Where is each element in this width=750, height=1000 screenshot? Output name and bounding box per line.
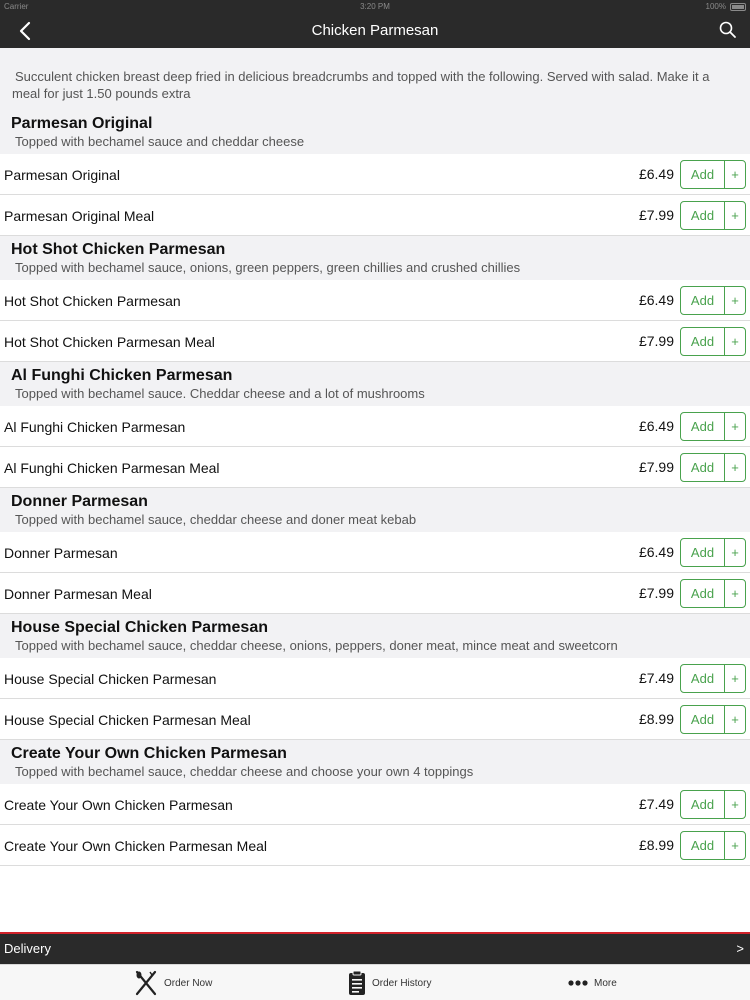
section-header [0, 236, 750, 280]
battery-icon [730, 3, 746, 11]
menu-item-price: £7.49 [638, 670, 674, 686]
menu-item[interactable] [0, 154, 750, 195]
menu-item[interactable] [0, 406, 750, 447]
section-header [0, 362, 750, 406]
chevron-right-icon: > [736, 941, 744, 956]
nav-bar [0, 14, 750, 48]
plus-icon: + [731, 460, 739, 475]
add-to-cart-button[interactable] [680, 160, 746, 189]
add-button-label: Add [681, 454, 725, 481]
menu-item[interactable] [0, 532, 750, 573]
menu-item-price: £6.49 [638, 418, 674, 434]
menu-item-name: Parmesan Original [4, 167, 120, 183]
menu-item[interactable] [0, 699, 750, 740]
add-to-cart-button[interactable] [680, 201, 746, 230]
add-to-cart-button[interactable] [680, 705, 746, 734]
menu-item[interactable] [0, 321, 750, 362]
menu-item[interactable] [0, 280, 750, 321]
add-button-label: Add [681, 539, 725, 566]
add-button-label: Add [681, 161, 725, 188]
menu-item-name: Create Your Own Chicken Parmesan [4, 797, 233, 813]
menu-item-price: £6.49 [638, 166, 674, 182]
menu-item[interactable] [0, 447, 750, 488]
plus-icon: + [731, 293, 739, 308]
more-dots-icon [568, 979, 588, 987]
section-description: Topped with bechamel sauce, cheddar cheese, onions, peppers, doner meat, mince meat and sweetcorn [15, 638, 618, 653]
plus-icon: + [731, 671, 739, 686]
status-time: 3:20 PM [360, 2, 390, 11]
section-title: Parmesan Original [11, 115, 153, 132]
section-title: Create Your Own Chicken Parmesan [11, 745, 287, 762]
tab-order-now[interactable] [134, 965, 212, 1000]
menu-item-price: £6.49 [638, 292, 674, 308]
add-to-cart-button[interactable] [680, 579, 746, 608]
battery-percent: 100% [705, 2, 726, 11]
menu-item[interactable] [0, 573, 750, 614]
add-button-label: Add [681, 665, 725, 692]
delivery-label: Delivery [4, 941, 51, 956]
plus-icon: + [731, 208, 739, 223]
plus-icon: + [731, 712, 739, 727]
add-to-cart-button[interactable] [680, 412, 746, 441]
plus-icon: + [731, 334, 739, 349]
section-description: Topped with bechamel sauce, cheddar cheese and doner meat kebab [15, 512, 417, 527]
plus-icon: + [731, 419, 739, 434]
status-bar [0, 0, 750, 14]
plus-icon: + [731, 797, 739, 812]
intro-text: Succulent chicken breast deep fried in delicious breadcrumbs and topped with the following. Served with salad. Make it a meal for just 1.50 pounds extra [12, 69, 710, 101]
menu-item-price: £7.99 [638, 333, 674, 349]
add-to-cart-button[interactable] [680, 664, 746, 693]
tab-order-history[interactable] [348, 965, 431, 1000]
search-button[interactable] [718, 20, 738, 40]
plus-icon: + [731, 545, 739, 560]
tab-order-now-label: Order Now [164, 977, 213, 989]
section-description: Topped with bechamel sauce and cheddar cheese [15, 134, 305, 149]
add-button-label: Add [681, 287, 725, 314]
add-button-label: Add [681, 202, 725, 229]
add-to-cart-button[interactable] [680, 831, 746, 860]
menu-item-price: £8.99 [638, 711, 674, 727]
add-to-cart-button[interactable] [680, 790, 746, 819]
add-button-label: Add [681, 832, 725, 859]
menu-item-name: Al Funghi Chicken Parmesan Meal [4, 460, 220, 476]
search-icon [718, 20, 738, 40]
add-button-label: Add [681, 791, 725, 818]
section-description: Topped with bechamel sauce, cheddar cheese and choose your own 4 toppings [15, 764, 474, 779]
add-button-label: Add [681, 328, 725, 355]
delivery-bar[interactable] [0, 932, 750, 964]
menu-item-price: £8.99 [638, 837, 674, 853]
menu-item-price: £7.99 [638, 207, 674, 223]
page-title: Chicken Parmesan [311, 22, 439, 39]
menu-item[interactable] [0, 195, 750, 236]
add-to-cart-button[interactable] [680, 327, 746, 356]
add-to-cart-button[interactable] [680, 538, 746, 567]
section-header [0, 740, 750, 784]
menu-item-name: House Special Chicken Parmesan Meal [4, 712, 251, 728]
section-header [0, 110, 750, 154]
section-header [0, 488, 750, 532]
section-header [0, 614, 750, 658]
carrier-label: Carrier [4, 2, 29, 11]
tab-order-history-label: Order History [372, 977, 432, 989]
menu-item-price: £7.99 [638, 585, 674, 601]
add-button-label: Add [681, 413, 725, 440]
menu-item-name: Donner Parmesan Meal [4, 586, 152, 602]
menu-item-name: House Special Chicken Parmesan [4, 671, 217, 687]
menu-item-name: Hot Shot Chicken Parmesan [4, 293, 181, 309]
section-description: Topped with bechamel sauce. Cheddar cheese and a lot of mushrooms [15, 386, 425, 401]
section-title: Al Funghi Chicken Parmesan [11, 367, 233, 384]
add-button-label: Add [681, 580, 725, 607]
category-description [0, 48, 750, 110]
menu-item[interactable] [0, 825, 750, 866]
menu-item-name: Hot Shot Chicken Parmesan Meal [4, 334, 215, 350]
plus-icon: + [731, 167, 739, 182]
menu-item[interactable] [0, 784, 750, 825]
menu-list[interactable] [0, 48, 750, 932]
section-description: Topped with bechamel sauce, onions, green peppers, green chillies and crushed chillies [15, 260, 521, 275]
tab-bar [0, 964, 750, 1000]
section-title: Donner Parmesan [11, 493, 148, 510]
section-title: Hot Shot Chicken Parmesan [11, 241, 226, 258]
clipboard-icon [348, 970, 366, 996]
tab-more-label: More [594, 977, 617, 989]
section-title: House Special Chicken Parmesan [11, 619, 268, 636]
menu-item-name: Donner Parmesan [4, 545, 118, 561]
menu-item-price: £7.49 [638, 796, 674, 812]
add-to-cart-button[interactable] [680, 286, 746, 315]
plus-icon: + [731, 586, 739, 601]
menu-item-price: £7.99 [638, 459, 674, 475]
add-button-label: Add [681, 706, 725, 733]
menu-item-name: Create Your Own Chicken Parmesan Meal [4, 838, 268, 854]
add-to-cart-button[interactable] [680, 453, 746, 482]
menu-item-price: £6.49 [638, 544, 674, 560]
tab-more[interactable] [568, 965, 617, 1000]
plus-icon: + [731, 838, 739, 853]
menu-item-name: Parmesan Original Meal [4, 208, 155, 224]
menu-item[interactable] [0, 658, 750, 699]
fork-knife-icon [134, 970, 158, 996]
menu-item-name: Al Funghi Chicken Parmesan [4, 419, 186, 435]
